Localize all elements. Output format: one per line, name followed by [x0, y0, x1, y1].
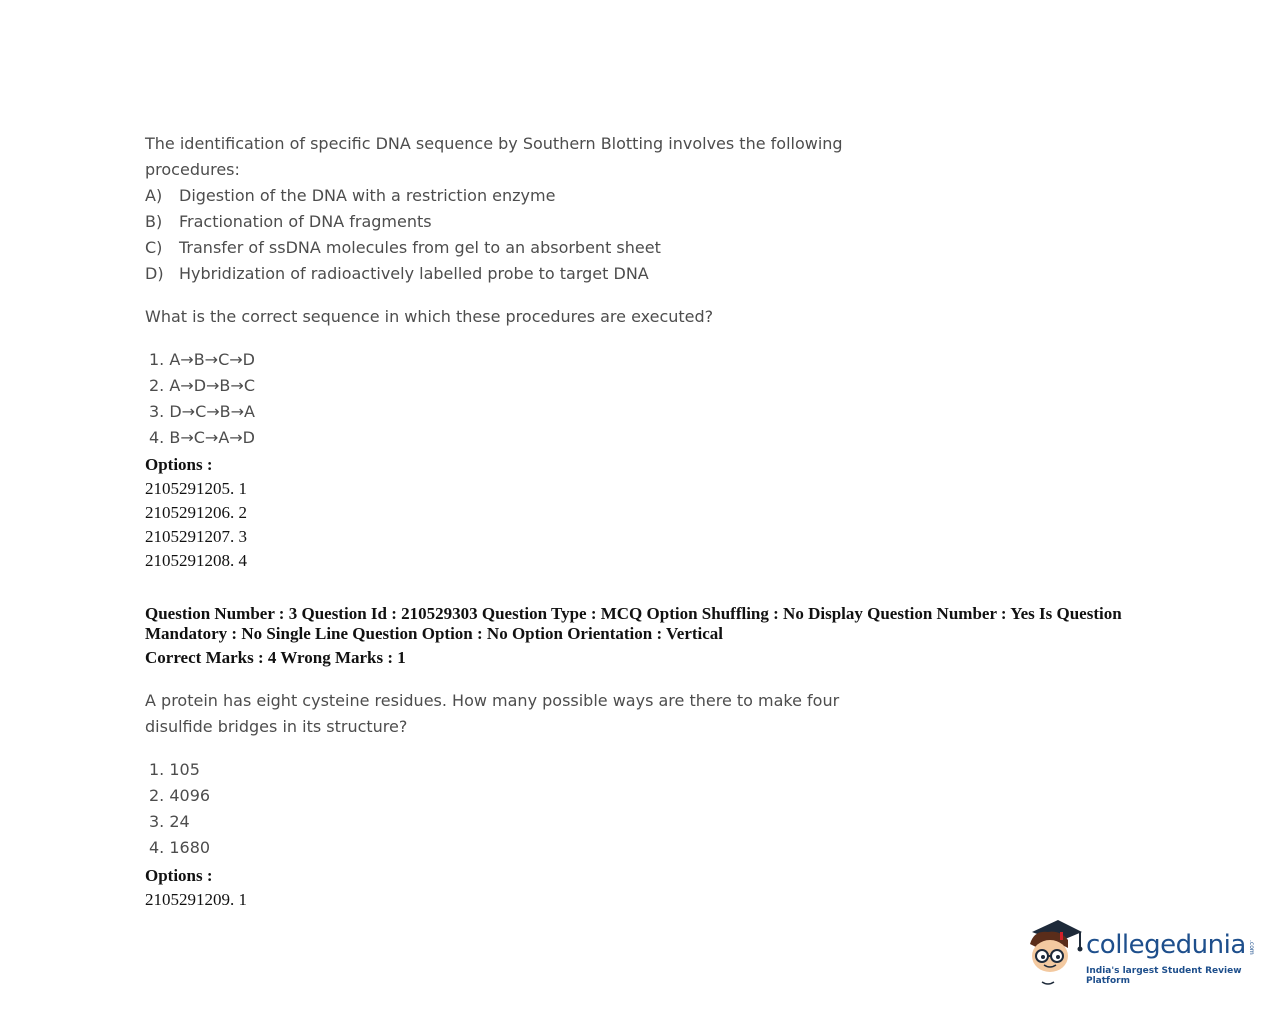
procedure-text: Hybridization of radioactively labelled probe to target DNA	[179, 264, 649, 283]
answer-choice: 1. 105	[149, 760, 200, 779]
procedure-text: Transfer of ssDNA molecules from gel to an absorbent sheet	[179, 238, 661, 257]
logo-wordmark: collegedunia	[1086, 930, 1246, 960]
procedure-label: C)	[145, 238, 163, 257]
procedure-item	[145, 186, 555, 205]
option-id: 2105291207. 3	[145, 527, 247, 546]
mascot-icon	[1024, 918, 1084, 990]
procedure-item	[145, 212, 432, 231]
question-marks: Correct Marks : 4 Wrong Marks : 1	[145, 648, 406, 667]
answer-choice: 4. 1680	[149, 838, 211, 857]
procedure-item	[145, 264, 649, 283]
question-stem-line: A protein has eight cysteine residues. How many possible ways are there to make four	[145, 691, 840, 710]
procedure-label: D)	[145, 264, 164, 283]
collegedunia-logo	[1024, 918, 1264, 990]
option-id: 2105291205. 1	[145, 479, 247, 498]
procedure-item	[145, 238, 661, 257]
answer-choice: 2. 4096	[149, 786, 211, 805]
option-id: 2105291209. 1	[145, 890, 247, 909]
answer-choice: 2. A→D→B→C	[149, 376, 255, 395]
logo-tagline: India's largest Student Review Platform	[1086, 966, 1242, 986]
option-id: 2105291206. 2	[145, 503, 247, 522]
answer-choice: 3. D→C→B→A	[149, 402, 255, 421]
question-prompt: What is the correct sequence in which these procedures are executed?	[145, 307, 714, 326]
question-stem-line: procedures:	[145, 160, 240, 179]
option-id: 2105291208. 4	[145, 551, 247, 570]
question-stem-line: The identification of specific DNA sequence by Southern Blotting involves the following	[145, 134, 843, 153]
procedure-label: A)	[145, 186, 163, 205]
procedure-text: Fractionation of DNA fragments	[179, 212, 432, 231]
question-meta: Mandatory : No Single Line Question Option : No Option Orientation : Vertical	[145, 624, 724, 643]
procedure-label: B)	[145, 212, 163, 231]
options-heading: Options :	[145, 866, 213, 885]
procedure-text: Digestion of the DNA with a restriction enzyme	[179, 186, 556, 205]
answer-choice: 3. 24	[149, 812, 190, 831]
answer-choice: 1. A→B→C→D	[149, 350, 255, 369]
logo-domain-suffix: .com	[1248, 940, 1255, 955]
answer-choice: 4. B→C→A→D	[149, 428, 255, 447]
question-meta: Question Number : 3 Question Id : 210529303 Question Type : MCQ Option Shuffling : No Display Question Number : Yes Is Question	[145, 604, 1122, 623]
options-heading: Options :	[145, 455, 213, 474]
question-stem-line: disulfide bridges in its structure?	[145, 717, 408, 736]
